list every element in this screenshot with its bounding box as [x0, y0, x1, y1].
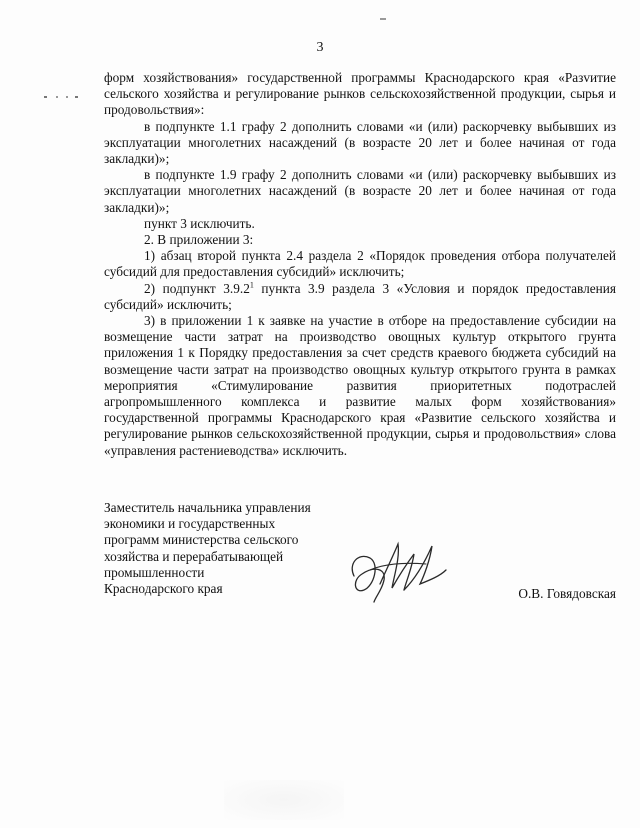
paragraph-subitem-1-9: в подпункте 1.9 графу 2 дополнить словами «и (или) раскорчевку выбывших из эксплуатации многолетних насаждений (в возрасте 20 лет и более начиная от года закладки)»; — [104, 167, 616, 215]
item-2-text-end: пункта 3.9 раздела 3 «Условия и порядок предоставления субсидий» исключить; — [104, 280, 616, 312]
paragraph-appendix-3-item-3: 3) в приложении 1 к заявке на участие в отборе на предоставление субсидии на возмещение части затрат на производство овощных культур открытого грунта приложения 1 к Порядку предоставления за счет средств краевого бюджета субсидий на возмещение части затрат на производство овощных культур открытого грунта в рамках мероприятия «Стимулирование развития приоритетных подотраслей агропромышленного комплекса и развитие малых форм хозяйствования» государственной программы Краснодарского края «Развитие сельского хозяйства и регулирование рынков сельскохозяйственной продукции, сырья и продовольствия» слова «управления растениеводства» исключить. — [104, 313, 616, 458]
signer-position-line-4: хозяйства и перерабатывающей — [104, 548, 284, 564]
paragraph-appendix-3-item-1: 1) абзац второй пункта 2.4 раздела 2 «Порядок проведения отбора получателей субсидий для предоставления субсидий» исключить; — [104, 248, 616, 280]
paragraph-continuation: форм хозяйствования» государственной программы Краснодарского края «Разvитие сельского хозяйства и регулирование рынков сельскохозяйственной продукции, сырья и продовольствия»: — [104, 70, 616, 118]
signature-block — [104, 500, 616, 610]
signer-position-line-6: Краснодарского края — [104, 581, 223, 597]
signer-position-line-1: Заместитель начальника управления — [104, 500, 311, 515]
document-body — [104, 70, 616, 459]
paragraph-subitem-1-1: в подпункте 1.1 графу 2 дополнить словами «и (или) раскорчевку выбывших из эксплуатации многолетних насаждений (в возрасте 20 лет и более начиная от года закладки)»; — [104, 118, 616, 167]
handwritten-signature-icon — [340, 524, 450, 608]
paragraph-appendix-3-heading: 2. В приложении 3: — [144, 232, 254, 248]
page-number: 3 — [316, 40, 324, 55]
scan-margin-mark — [44, 95, 82, 99]
paragraph-appendix-3-item-2 — [104, 281, 616, 313]
item-2-superscript: 1 — [249, 280, 254, 290]
paragraph-item-3-exclude: пункт 3 исключить. — [144, 215, 255, 231]
scan-speck — [380, 18, 386, 20]
item-2-text-start: 2) подпункт 3.9.2 — [144, 280, 250, 296]
signer-position-line-3: программ министерства сельского — [104, 532, 299, 548]
signer-position-line-2: экономики и государственных — [104, 516, 276, 532]
signer-name: О.В. Говядовская — [518, 585, 616, 601]
signer-position-line-5: промышленности — [104, 564, 205, 580]
scan-shade — [224, 780, 344, 820]
